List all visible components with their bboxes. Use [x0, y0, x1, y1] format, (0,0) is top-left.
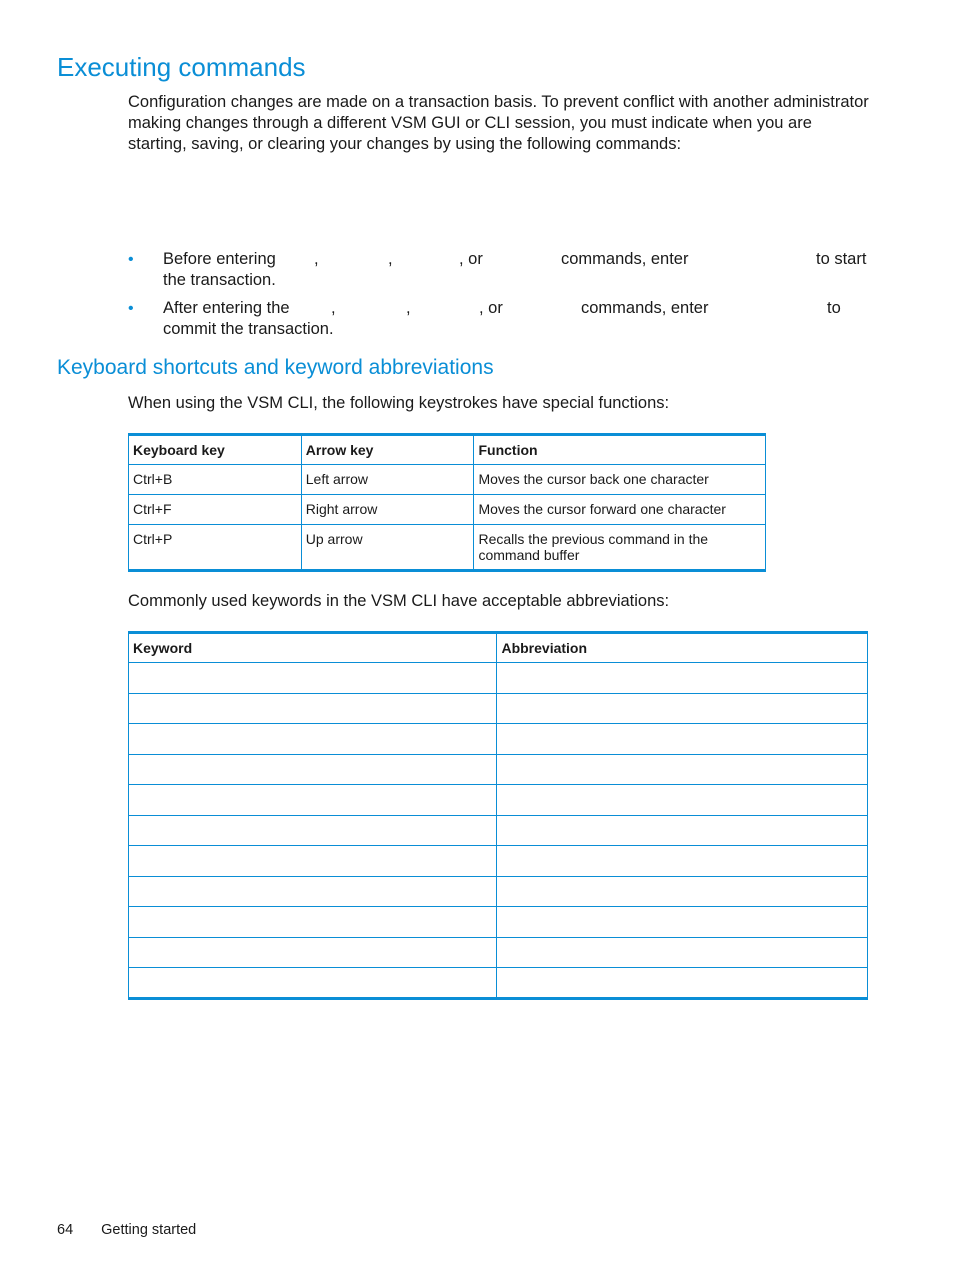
- table-cell: [497, 663, 868, 694]
- bullet-dot-icon: •: [128, 300, 134, 317]
- bullet-text: to start: [816, 250, 867, 268]
- column-header: Keyword: [129, 633, 497, 663]
- table-cell: Ctrl+F: [129, 495, 302, 525]
- table-cell: [497, 724, 868, 755]
- column-header: Arrow key: [301, 435, 474, 465]
- table-row: [129, 876, 868, 907]
- table-cell: [497, 693, 868, 724]
- table-cell: Up arrow: [301, 525, 474, 571]
- table-cell: [129, 846, 497, 877]
- bullet-text: to: [827, 299, 841, 317]
- bullet-text: ,: [406, 299, 411, 317]
- table-cell: Recalls the previous command in the command buffer: [474, 525, 766, 571]
- bullet-text: , or: [479, 299, 503, 317]
- chapter-title: Getting started: [101, 1222, 197, 1238]
- bullet-text: commands, enter: [581, 299, 709, 317]
- column-header: Function: [474, 435, 766, 465]
- bullet-text: Before entering: [163, 250, 276, 268]
- table-cell: [129, 907, 497, 938]
- table-cell: Moves the cursor forward one character: [474, 495, 766, 525]
- table-cell: [497, 785, 868, 816]
- table-row: [129, 724, 868, 755]
- table-cell: [129, 693, 497, 724]
- table-row: [129, 663, 868, 694]
- table-cell: [129, 968, 497, 999]
- table-cell: Ctrl+P: [129, 525, 302, 571]
- table-cell: [497, 754, 868, 785]
- bullet-text: ,: [388, 250, 393, 268]
- table-row: [129, 968, 868, 999]
- table-row: [129, 937, 868, 968]
- table-cell: [129, 724, 497, 755]
- bullet-text: commands, enter: [561, 250, 689, 268]
- table-row: [129, 754, 868, 785]
- table-row: [129, 846, 868, 877]
- table-header-row: [129, 435, 766, 465]
- table-cell: [497, 846, 868, 877]
- table-cell: Ctrl+B: [129, 465, 302, 495]
- table-row: [129, 815, 868, 846]
- bullet-after-entering: [128, 298, 870, 342]
- table-cell: [129, 785, 497, 816]
- table-cell: [497, 937, 868, 968]
- column-header: Keyboard key: [129, 435, 302, 465]
- table-header-row: [129, 633, 868, 663]
- section-title: Executing commands: [57, 52, 306, 82]
- table-row: [129, 693, 868, 724]
- table-cell: Moves the cursor back one character: [474, 465, 766, 495]
- bullet-text: the transaction.: [163, 271, 276, 289]
- table-cell: [129, 815, 497, 846]
- table-cell: [497, 968, 868, 999]
- table-cell: [129, 663, 497, 694]
- bullet-text: , or: [459, 250, 483, 268]
- table-cell: [497, 876, 868, 907]
- subsection-title: Keyboard shortcuts and keyword abbreviations: [57, 356, 494, 379]
- page-footer: [57, 1222, 224, 1238]
- intro-paragraph: Configuration changes are made on a transaction basis. To prevent conflict with another administrator making changes through a different VSM GUI or CLI session, you must indicate when you are starting, saving, or clearing your changes by using the following commands:: [128, 93, 869, 153]
- table-row: [129, 525, 766, 571]
- table-cell: [497, 815, 868, 846]
- table-cell: [129, 754, 497, 785]
- table-row: [129, 495, 766, 525]
- bullet-before-entering: [128, 249, 870, 293]
- abbreviations-table: [128, 631, 868, 1000]
- table-cell: [497, 907, 868, 938]
- bullet-text: After entering the: [163, 299, 290, 317]
- table-row: [129, 465, 766, 495]
- bullet-text: ,: [314, 250, 319, 268]
- table-cell: [129, 876, 497, 907]
- column-header: Abbreviation: [497, 633, 868, 663]
- shortcuts-intro: When using the VSM CLI, the following keystrokes have special functions:: [128, 394, 670, 412]
- table-cell: Right arrow: [301, 495, 474, 525]
- table-cell: Left arrow: [301, 465, 474, 495]
- shortcuts-table: [128, 433, 766, 572]
- table-cell: [129, 937, 497, 968]
- abbreviations-intro: Commonly used keywords in the VSM CLI have acceptable abbreviations:: [128, 592, 670, 610]
- bullet-text: commit the transaction.: [163, 320, 334, 338]
- table-row: [129, 785, 868, 816]
- page-number: 64: [57, 1222, 74, 1238]
- bullet-text: ,: [331, 299, 336, 317]
- bullet-dot-icon: •: [128, 251, 134, 268]
- table-row: [129, 907, 868, 938]
